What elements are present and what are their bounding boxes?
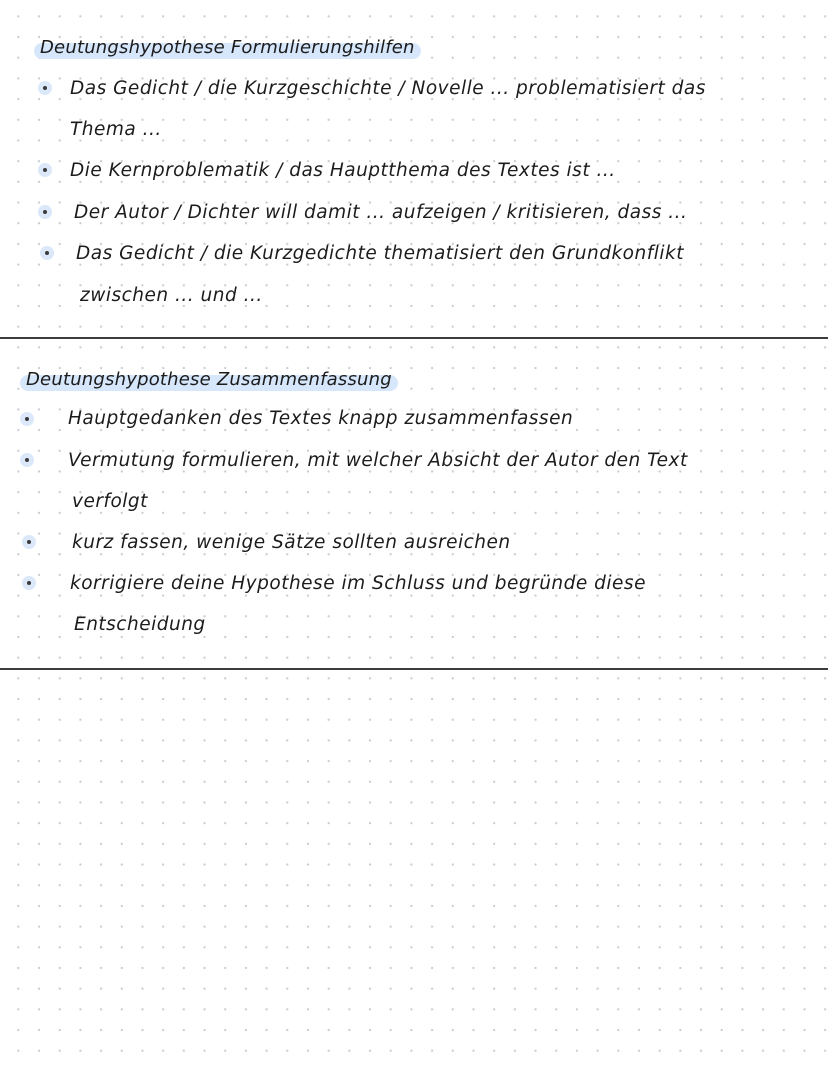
list-item-line: verfolgt — [72, 491, 148, 512]
section-divider — [0, 668, 828, 670]
list-item-line: Thema ... — [70, 119, 162, 140]
list-item-line: Hauptgedanken des Textes knapp zusammenfassen — [68, 408, 574, 429]
bullet-icon — [22, 576, 36, 590]
list-item-line: korrigiere deine Hypothese im Schluss und begründe diese — [70, 573, 646, 594]
list-item-line: Die Kernproblematik / das Hauptthema des Textes ist ... — [70, 160, 616, 181]
list-item-line: kurz fassen, wenige Sätze sollten ausreichen — [72, 532, 511, 553]
heading-text: Deutungshypothese Formulierungshilfen — [40, 37, 415, 58]
list-item-line: Das Gedicht / die Kurzgedichte thematisiert den Grundkonflikt — [76, 243, 684, 264]
section-heading — [34, 37, 421, 59]
bullet-icon — [40, 246, 54, 260]
bullet-icon — [38, 205, 52, 219]
section-heading — [20, 369, 398, 391]
list-item-line: Vermutung formulieren, mit welcher Absicht der Autor den Text — [68, 450, 688, 471]
heading-text: Deutungshypothese Zusammenfassung — [26, 369, 392, 390]
list-item-line: Entscheidung — [74, 614, 206, 635]
bullet-icon — [38, 163, 52, 177]
section-divider — [0, 337, 828, 339]
bullet-icon — [38, 81, 52, 95]
bullet-icon — [20, 412, 34, 426]
list-item-line: zwischen ... und ... — [80, 285, 263, 306]
list-item-line: Das Gedicht / die Kurzgeschichte / Novelle ... problematisiert das — [70, 78, 706, 99]
bullet-icon — [22, 535, 36, 549]
bullet-icon — [20, 453, 34, 467]
list-item-line: Der Autor / Dichter will damit ... aufzeigen / kritisieren, dass ... — [74, 202, 688, 223]
